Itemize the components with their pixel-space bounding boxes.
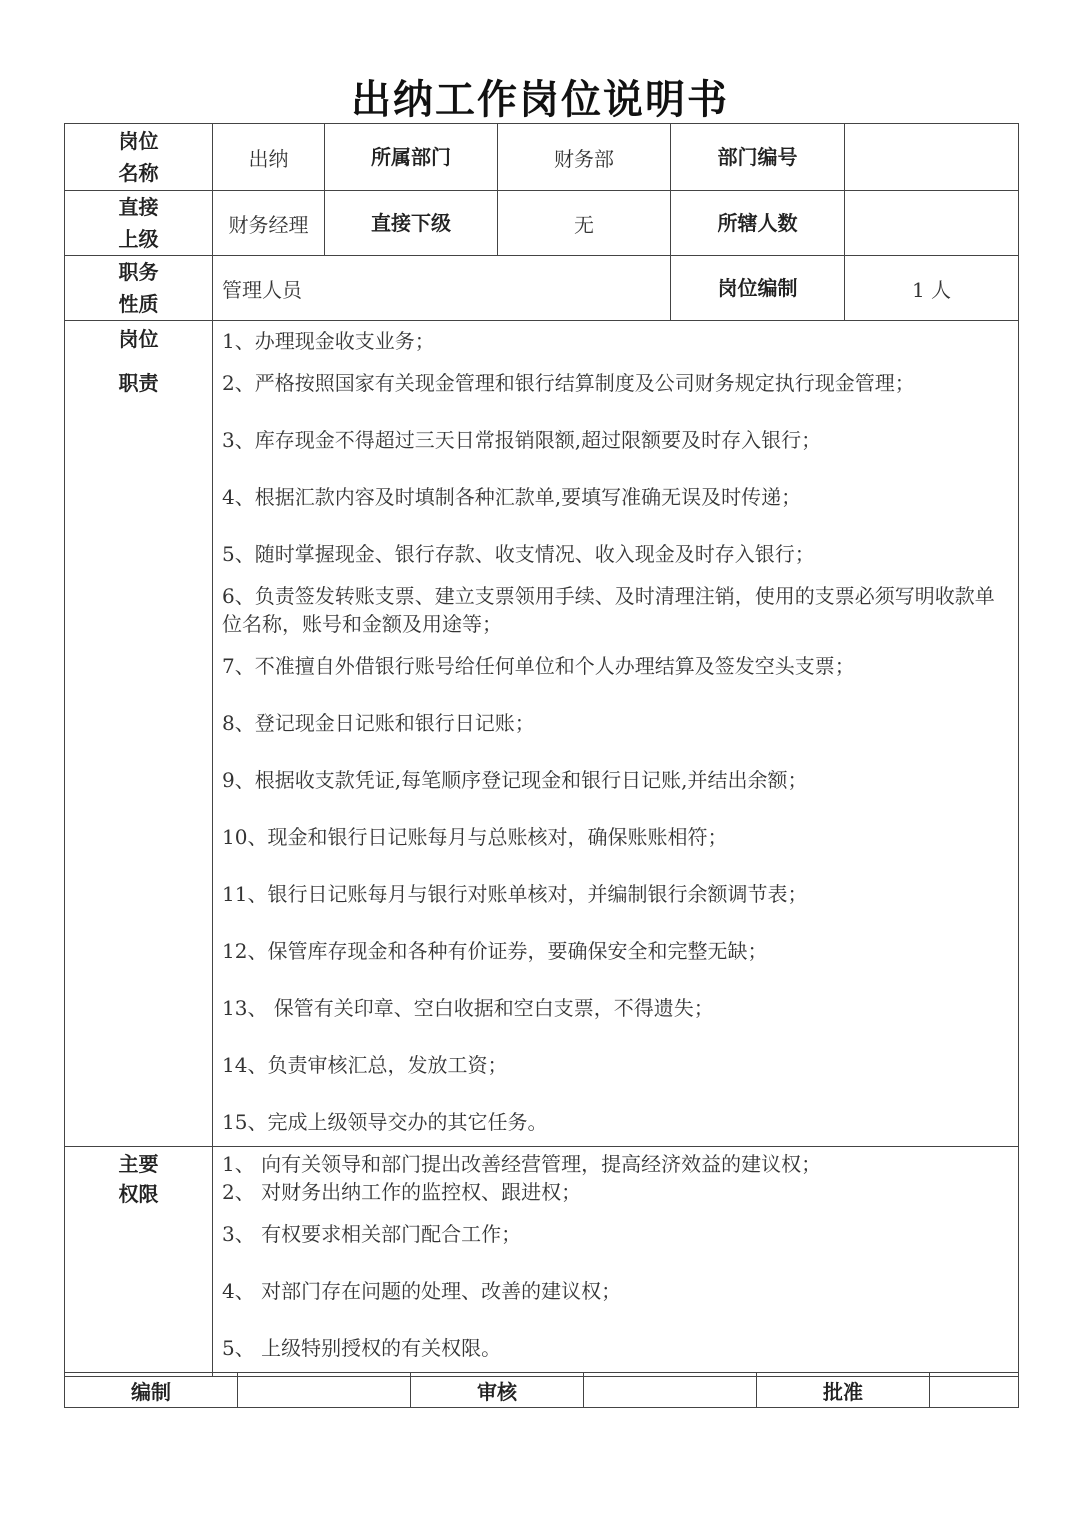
- duty-item: 5、随时掌握现金、银行存款、收支情况、收入现金及时存入银行；: [222, 542, 815, 566]
- duties-label-2: 职责: [118, 371, 159, 395]
- approval-row: [65, 1373, 1019, 1408]
- superior-label: [65, 191, 213, 256]
- authority-item: 4、 对部门存在问题的处理、改善的建议权；: [222, 1279, 622, 1303]
- document-title: 出纳工作岗位说明书: [351, 76, 729, 123]
- duty-item: 6、负责签发转账支票、建立支票领用手续、及时清理注销，使用的支票必须写明收款单位名称，账号和金额及用途等；: [222, 584, 995, 636]
- superior-label-2: 上级: [118, 227, 159, 251]
- duty-item: 1、办理现金收支业务；: [222, 329, 435, 353]
- review-value: [584, 1373, 757, 1408]
- job-description-table: [64, 123, 1019, 1377]
- authority-item: 1、 向有关领导和部门提出改善经营管理，提高经济效益的建议权；: [222, 1152, 822, 1176]
- duty-item: 12、保管库存现金和各种有价证券，要确保安全和完整无缺；: [222, 939, 768, 963]
- position-name-value: 出纳: [213, 124, 325, 191]
- review-label: 审核: [411, 1373, 584, 1408]
- headcount-value: [845, 191, 1019, 256]
- header-row-nature: [65, 256, 1019, 321]
- authority-label-1: 主要: [118, 1152, 159, 1176]
- position-name-label-1: 岗位: [118, 129, 159, 153]
- duty-item: 2、严格按照国家有关现金管理和银行结算制度及公司财务规定执行现金管理；: [222, 371, 915, 395]
- duty-item: 4、根据汇款内容及时填制各种汇款单,要填写准确无误及时传递；: [222, 485, 802, 509]
- authority-item: 3、 有权要求相关部门配合工作；: [222, 1222, 522, 1246]
- quota-label: 岗位编制: [671, 256, 845, 321]
- headcount-label: 所辖人数: [671, 191, 845, 256]
- department-value: 财务部: [498, 124, 671, 191]
- authority-label-2: 权限: [118, 1182, 159, 1206]
- authority-content: [213, 1147, 1019, 1377]
- approve-value: [930, 1373, 1019, 1408]
- superior-value: 财务经理: [213, 191, 325, 256]
- duty-item: 14、负责审核汇总，发放工资；: [222, 1053, 508, 1077]
- prepared-value: [238, 1373, 411, 1408]
- duty-item: 10、现金和银行日记账每月与总账核对，确保账账相符；: [222, 825, 728, 849]
- authority-item: 2、 对财务出纳工作的监控权、跟进权；: [222, 1180, 582, 1204]
- authority-item: 5、 上级特别授权的有关权限。: [222, 1336, 502, 1360]
- quota-value: 1 人: [845, 256, 1019, 321]
- duties-label-1: 岗位: [118, 327, 159, 351]
- duty-item: 3、库存现金不得超过三天日常报销限额,超过限额要及时存入银行；: [222, 428, 822, 452]
- authority-label: [65, 1147, 213, 1377]
- duties-label: [65, 321, 213, 1147]
- position-name-label: [65, 124, 213, 191]
- authority-row: [65, 1147, 1019, 1377]
- header-row-superior: [65, 191, 1019, 256]
- duty-item: 7、不准擅自外借银行账号给任何单位和个人办理结算及签发空头支票；: [222, 654, 855, 678]
- prepared-label: 编制: [65, 1373, 238, 1408]
- department-no-label: 部门编号: [671, 124, 845, 191]
- nature-label: [65, 256, 213, 321]
- duties-content: [213, 321, 1019, 1147]
- duty-item: 15、完成上级领导交办的其它任务。: [222, 1110, 548, 1134]
- department-no-value: [845, 124, 1019, 191]
- position-name-label-2: 名称: [118, 161, 159, 185]
- nature-label-2: 性质: [118, 292, 159, 316]
- duty-item: 9、根据收支款凭证,每笔顺序登记现金和银行日记账,并结出余额；: [222, 768, 808, 792]
- superior-label-1: 直接: [118, 195, 159, 219]
- subordinate-value: 无: [498, 191, 671, 256]
- duty-item: 8、登记现金日记账和银行日记账；: [222, 711, 535, 735]
- duty-item: 13、 保管有关印章、空白收据和空白支票，不得遗失；: [222, 996, 714, 1020]
- nature-value: 管理人员: [213, 256, 671, 321]
- approval-table: [64, 1372, 1019, 1408]
- approve-label: 批准: [757, 1373, 930, 1408]
- subordinate-label: 直接下级: [325, 191, 498, 256]
- duty-item: 11、银行日记账每月与银行对账单核对，并编制银行余额调节表；: [222, 882, 808, 906]
- nature-label-1: 职务: [118, 260, 159, 284]
- department-label: 所属部门: [325, 124, 498, 191]
- duties-row: [65, 321, 1019, 1147]
- header-row-position: [65, 124, 1019, 191]
